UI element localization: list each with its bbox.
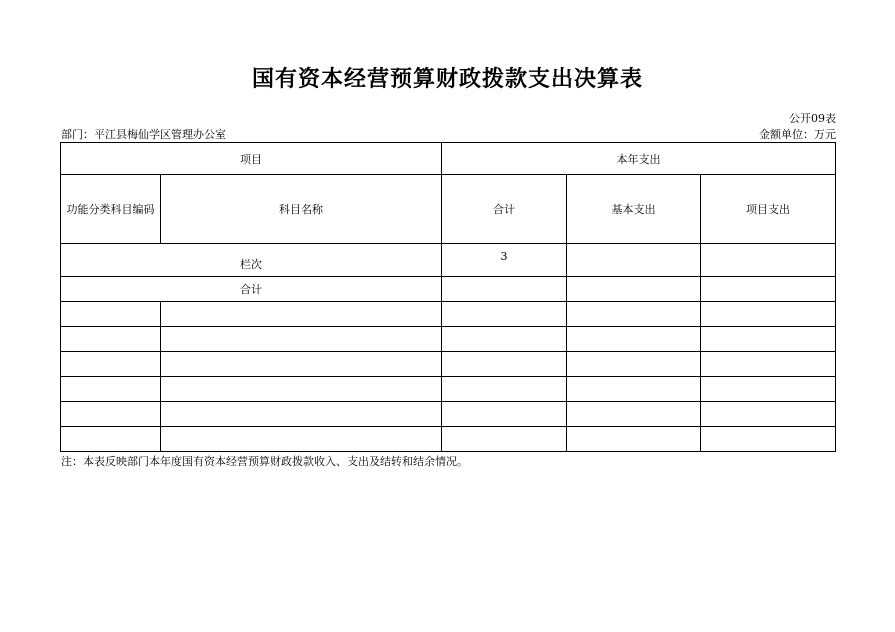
table-row <box>61 302 836 327</box>
total-row-project <box>701 277 836 302</box>
total-row-total <box>442 277 567 302</box>
table-cell <box>567 377 701 402</box>
expenditure-table <box>60 142 836 452</box>
table-row <box>61 402 836 427</box>
table-cell <box>61 427 161 452</box>
header-basic-expenditure: 基本支出 <box>567 175 701 244</box>
table-cell <box>161 402 442 427</box>
table-cell <box>61 327 161 352</box>
table-cell <box>701 352 836 377</box>
table-cell <box>161 352 442 377</box>
table-cell <box>161 427 442 452</box>
table-cell <box>442 327 567 352</box>
header-function-code: 功能分类科目编码 <box>61 175 161 244</box>
table-cell <box>61 352 161 377</box>
form-code: 公开09表 <box>789 112 836 125</box>
table-cell <box>442 402 567 427</box>
table-cell <box>567 327 701 352</box>
header-row-2 <box>61 175 836 244</box>
total-row <box>61 277 836 302</box>
column-index-basic <box>567 244 701 277</box>
table-cell <box>161 302 442 327</box>
table-cell <box>701 427 836 452</box>
header-row-1 <box>61 143 836 175</box>
header-item: 项目 <box>61 143 442 175</box>
table-cell <box>701 327 836 352</box>
table-cell <box>61 302 161 327</box>
table-cell <box>567 427 701 452</box>
table-cell <box>567 352 701 377</box>
table-row <box>61 377 836 402</box>
table-cell <box>701 302 836 327</box>
table-note: 注：本表反映部门本年度国有资本经营预算财政拨款收入、支出及结转和结余情况。 <box>61 455 468 468</box>
column-index-row <box>61 244 836 277</box>
table-cell <box>61 377 161 402</box>
table-cell <box>161 377 442 402</box>
table-cell <box>442 352 567 377</box>
total-row-label: 合计 <box>61 277 442 302</box>
table-row <box>61 327 836 352</box>
header-subject-name: 科目名称 <box>161 175 442 244</box>
table-cell <box>161 327 442 352</box>
table-cell <box>442 427 567 452</box>
column-index-label: 栏次 <box>61 244 442 277</box>
header-total: 合计 <box>442 175 567 244</box>
table-cell <box>701 377 836 402</box>
table-row <box>61 427 836 452</box>
column-index-project <box>701 244 836 277</box>
department-label: 部门：平江县梅仙学区管理办公室 <box>61 128 226 141</box>
column-index-total: 3 <box>442 244 567 277</box>
header-current-year-expenditure: 本年支出 <box>442 143 836 175</box>
table-cell <box>567 402 701 427</box>
header-project-expenditure: 项目支出 <box>701 175 836 244</box>
page-title: 国有资本经营预算财政拨款支出决算表 <box>251 66 643 92</box>
table-row <box>61 352 836 377</box>
table-cell <box>61 402 161 427</box>
total-row-basic <box>567 277 701 302</box>
table-cell <box>442 302 567 327</box>
amount-unit-label: 金额单位：万元 <box>759 128 836 141</box>
table-cell <box>442 377 567 402</box>
table-cell <box>701 402 836 427</box>
table-cell <box>567 302 701 327</box>
